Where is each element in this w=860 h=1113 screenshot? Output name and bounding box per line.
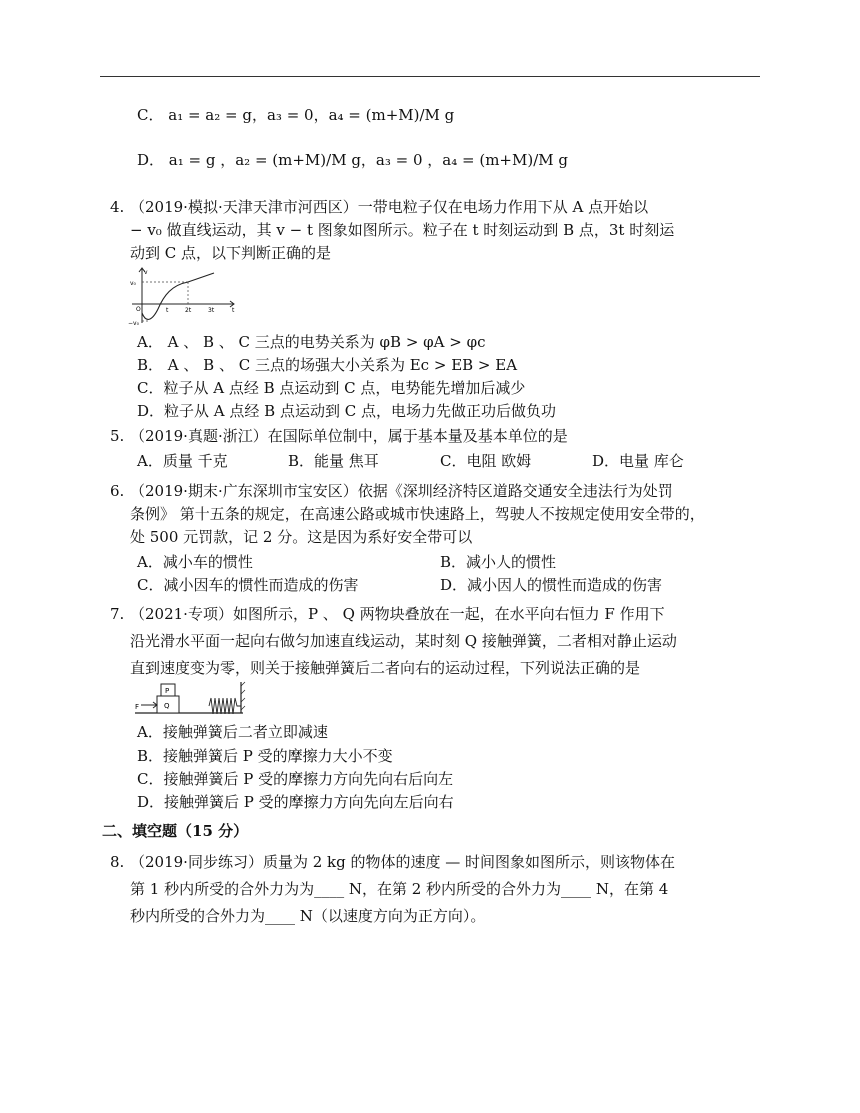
figure-p-label: P (165, 687, 170, 695)
graph-origin-label: O (136, 306, 141, 313)
q6-option-d: D．减小因人的惯性而造成的伤害 (440, 576, 663, 594)
figure-f-label: F (135, 703, 140, 711)
q7-number: 7. (110, 605, 125, 623)
graph-t-tick: t (166, 307, 169, 314)
q4-number: 4. (110, 198, 125, 216)
header-rule (100, 76, 760, 77)
q5-stem: （2019·真题·浙江）在国际单位制中，属于基本量及基本单位的是 (130, 427, 568, 445)
q3-option-d: D． a₁ = g ，a₂ = (m+M)/M g，a₃ = 0 ，a₄ = (m+M)/M g (137, 151, 568, 169)
q6-option-b: B．减小人的惯性 (440, 553, 557, 571)
section-heading-fill-in: 二、填空题（15 分） (102, 822, 249, 840)
q7-block-spring-figure (131, 680, 247, 716)
q6-stem-line-2: 条例》 第十五条的规定，在高速公路或城市快速路上，驾驶人不按规定使用安全带的， (130, 505, 705, 523)
graph-y-label: v (144, 269, 148, 276)
q6-option-a: A．减小车的惯性 (137, 553, 253, 571)
q4-vt-graph (128, 265, 240, 327)
figure-q-label: Q (164, 702, 170, 710)
q8-stem-line-2: 第 1 秒内所受的合外力为为____ N，在第 2 秒内所受的合外力为____ N，在第 4 (130, 880, 669, 898)
q4-stem-line-1: （2019·模拟·天津天津市河西区）一带电粒子仅在电场力作用下从 A 点开始以 (130, 198, 649, 216)
q8-stem-line-3: 秒内所受的合外力为____ N（以速度方向为正方向）。 (130, 907, 486, 925)
q5-option-c: C．电阻 欧姆 (440, 452, 532, 470)
q4-option-b: B． A 、 B 、 C 三点的场强大小关系为 Ec > EB > EA (137, 356, 518, 374)
graph-v0-label: v₀ (130, 280, 136, 287)
q7-option-b: B．接触弹簧后 P 受的摩擦力大小不变 (137, 747, 393, 765)
graph-3t-tick: 3t (208, 307, 215, 314)
q3-option-c: C． a₁ = a₂ = g，a₃ = 0，a₄ = (m+M)/M g (137, 106, 455, 124)
q7-option-a: A．接触弹簧后二者立即减速 (137, 723, 328, 741)
q8-number: 8. (110, 853, 125, 871)
q6-option-c: C．减小因车的惯性而造成的伤害 (137, 576, 359, 594)
q6-stem-line-1: （2019·期末·广东深圳市宝安区）依据《深圳经济特区道路交通安全违法行为处罚 (130, 482, 673, 500)
q5-number: 5. (110, 427, 125, 445)
graph-neg-v0-label: −v₀ (128, 320, 139, 327)
q4-option-d: D．粒子从 A 点经 B 点运动到 C 点，电场力先做正功后做负功 (137, 402, 556, 420)
q4-stem-line-2: − v₀ 做直线运动，其 v − t 图象如图所示。粒子在 t 时刻运动到 B 点，3t 时刻运 (130, 221, 675, 239)
q7-stem-line-3: 直到速度变为零，则关于接触弹簧后二者向右的运动过程，下列说法正确的是 (130, 659, 641, 677)
q7-option-d: D．接触弹簧后 P 受的摩擦力方向先向左后向右 (137, 793, 454, 811)
q7-stem-line-2: 沿光滑水平面一起向右做匀加速直线运动，某时刻 Q 接触弹簧，二者相对静止运动 (130, 632, 677, 650)
graph-2t-tick: 2t (185, 307, 192, 314)
q4-option-c: C．粒子从 A 点经 B 点运动到 C 点，电势能先增加后减少 (137, 379, 526, 397)
q6-number: 6. (110, 482, 125, 500)
q6-stem-line-3: 处 500 元罚款，记 2 分。这是因为系好安全带可以 (130, 528, 473, 546)
q5-option-b: B．能量 焦耳 (288, 452, 379, 470)
q4-option-a: A． A 、 B 、 C 三点的电势关系为 φB > φA > φc (137, 333, 486, 351)
q4-stem-line-3: 动到 C 点，以下判断正确的是 (130, 244, 332, 262)
q7-option-c: C．接触弹簧后 P 受的摩擦力方向先向右后向左 (137, 770, 454, 788)
q8-stem-line-1: （2019·同步练习）质量为 2 kg 的物体的速度 — 时间图象如图所示，则该物体在 (130, 853, 676, 871)
graph-x-label: t (232, 307, 235, 314)
q5-option-a: A．质量 千克 (137, 452, 228, 470)
q7-stem-line-1: （2021·专项）如图所示，P 、 Q 两物块叠放在一起，在水平向右恒力 F 作用下 (130, 605, 665, 623)
q5-option-d: D．电量 库仑 (592, 452, 684, 470)
